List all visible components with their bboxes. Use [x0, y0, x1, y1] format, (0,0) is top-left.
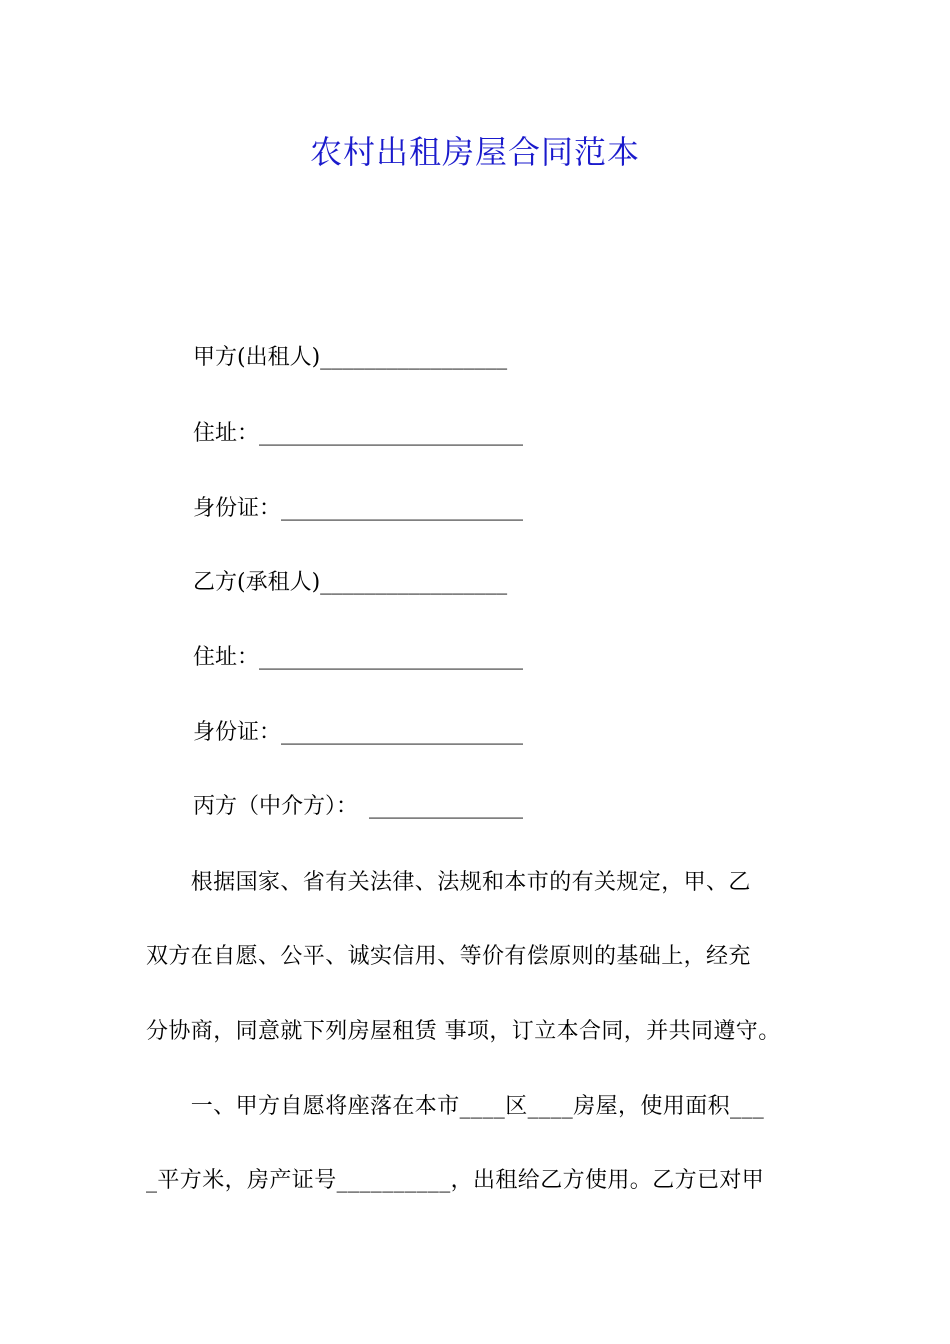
- paragraph-line: _平方米，房产证号__________，出租给乙方使用。乙方已对甲: [146, 1168, 765, 1193]
- party-b-field: 乙方(承租人)_________________: [193, 570, 508, 595]
- party-b-address-field: 住址：________________________: [193, 645, 524, 670]
- party-a-field: 甲方(出租人)_________________: [193, 345, 508, 370]
- paragraph-line: 根据国家、省有关法律、法规和本市的有关规定，甲、乙: [146, 870, 751, 895]
- paragraph-line: 分协商，同意就下列房屋租赁 事项，订立本合同，并共同遵守。: [146, 1019, 781, 1044]
- document-title: 农村出租房屋合同范本: [309, 133, 640, 171]
- party-c-field: 丙方（中介方）： ______________: [193, 794, 524, 819]
- paragraph-line: 一、甲方自愿将座落在本市____区____房屋，使用面积___: [146, 1094, 765, 1119]
- party-a-id-field: 身份证：______________________: [193, 496, 524, 521]
- paragraph-line: 双方在自愿、公平、诚实信用、等价有偿原则的基础上，经充: [146, 944, 751, 969]
- party-a-address-field: 住址：________________________: [193, 421, 524, 446]
- party-b-id-field: 身份证：______________________: [193, 720, 524, 745]
